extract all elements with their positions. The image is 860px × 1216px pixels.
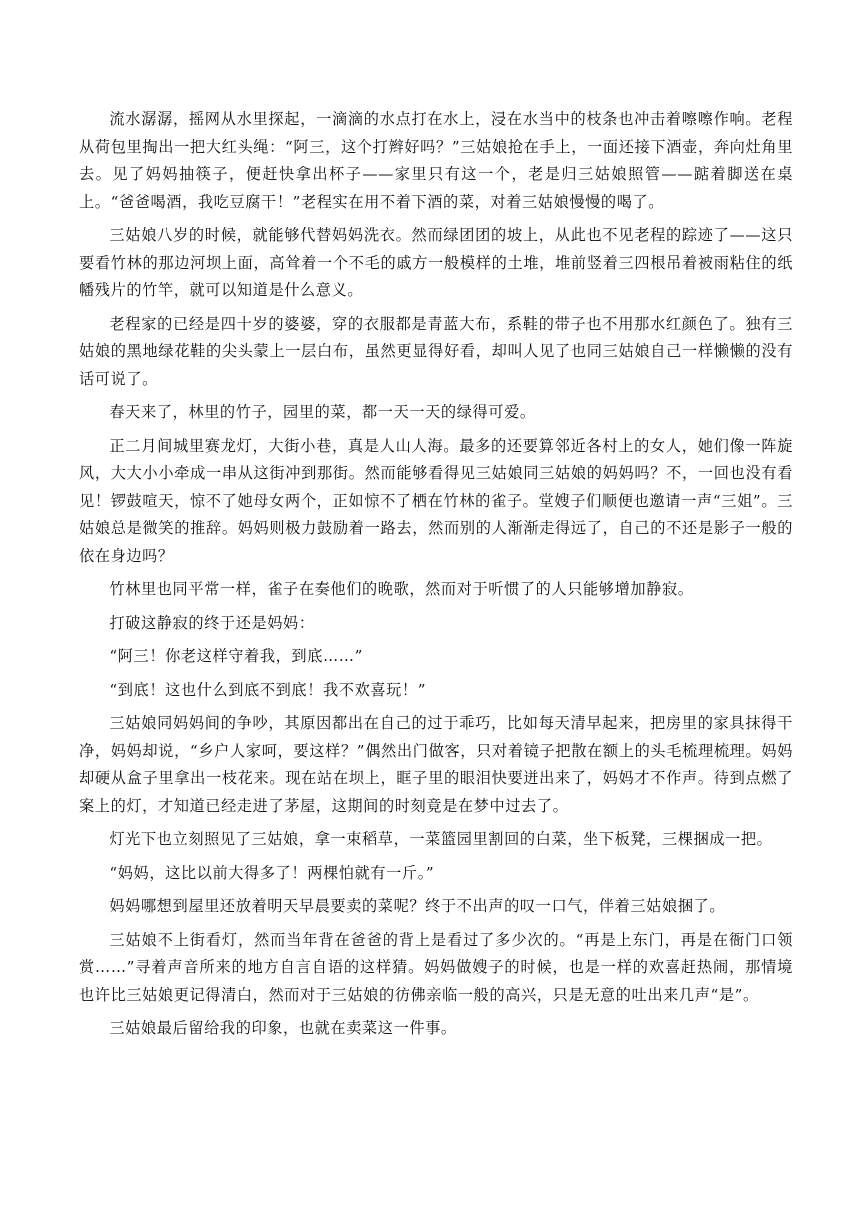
paragraph: “阿三！你老这样守着我，到底……”: [109, 647, 363, 665]
paragraph: 竹林里也同平常一样，雀子在奏他们的晚歌，然而对于听惯了的人只能够增加静寂。: [109, 580, 694, 598]
paragraph: “妈妈，这比以前大得多了！两棵怕就有一斤。”: [109, 863, 435, 882]
paragraph: 灯光下也立刻照见了三姑娘，拿一束稻草，一菜篮园里割回的白菜，坐下板凳，三棵捆成一把。: [109, 830, 773, 848]
paragraph: 正二月间城里赛龙灯，大街小巷，真是人山人海。最多的还要算邻近各村上的女人，她们像一阵旋风，大大小小牵成一串从这街冲到那街。然而能够看得见三姑娘同三姑娘的妈妈吗？不，一回也没有看见！锣鼓喧天，惊不了她母女两个，正如惊不了栖在竹林的雀子。堂嫂子们顺便也邀请一声“三姐”。三姑娘总是微笑的推辞。妈妈则极力鼓励着一路去，然而别的人渐渐走得远了，自己的不还是影子一般的依在身边吗？: [79, 436, 793, 565]
article-body: [79, 106, 793, 1049]
paragraph: 三姑娘最后留给我的印象，也就在卖菜这一件事。: [109, 1019, 457, 1037]
paragraph: 妈妈哪想到屋里还放着明天早晨要卖的菜呢？终于不出声的叹一口气，伴着三姑娘捆了。: [109, 897, 726, 915]
paragraph: 打破这静寂的终于还是妈妈：: [109, 613, 315, 632]
paragraph: 老程家的已经是四十岁的婆婆，穿的衣服都是青蓝大布，系鞋的带子也不用那水红颜色了。独有三姑娘的黑地绿花鞋的尖头蒙上一层白布，虽然更显得好看，却叫人见了也同三姑娘自己一样懒懒的没有话可说了。: [79, 314, 793, 388]
paragraph: 三姑娘不上街看灯，然而当年背在爸爸的背上是看过了多少次的。“再是上东门，再是在衙门口领赏……”寻着声音所来的地方自言自语的这样猜。妈妈做嫂子的时候，也是一样的欢喜赶热闹，那情境也许比三姑娘更记得清白，然而对于三姑娘的彷佛亲临一般的高兴，只是无意的吐出来几声“是”。: [79, 930, 793, 1004]
paragraph: 流水潺潺，摇网从水里探起，一滴滴的水点打在水上，浸在水当中的枝条也冲击着嚓嚓作响。老程从荷包里掏出一把大红头绳：“阿三，这个打辫好吗？”三姑娘抢在手上，一面还接下酒壶，奔向灶角里去。见了妈妈抽筷子，便赶快拿出杯子——家里只有这一个，老是归三姑娘照管——踮着脚送在桌上。“爸爸喝酒，我吃豆腐干！”老程实在用不着下酒的菜，对着三姑娘慢慢的喝了。: [79, 110, 793, 211]
paragraph: 三姑娘八岁的时候，就能够代替妈妈洗衣。然而绿团团的坡上，从此也不见老程的踪迹了——这只要看竹林的那边河坝上面，高耸着一个不毛的戚方一般模样的土堆，堆前竖着三四根吊着被雨粘住的纸幡残片的竹竿，就可以知道是什么意义。: [79, 226, 793, 299]
paragraph: “到底！这也什么到底不到底！我不欢喜玩！”: [109, 680, 427, 699]
paragraph: 三姑娘同妈妈间的争吵，其原因都出在自己的过于乖巧，比如每天清早起来，把房里的家具抹得干净，妈妈却说，“乡户人家呵，要这样？”偶然出门做客，只对着镜子把散在额上的头毛梳理梳理。妈妈却硬从盒子里拿出一枝花来。现在站在坝上，眶子里的眼泪快要迸出来了，妈妈才不作声。待到点燃了案上的灯，才知道已经走进了茅屋，这期间的时刻竟是在梦中过去了。: [79, 714, 793, 815]
paragraph: 春天来了，林里的竹子，园里的菜，都一天一天的绿得可爱。: [109, 403, 536, 421]
